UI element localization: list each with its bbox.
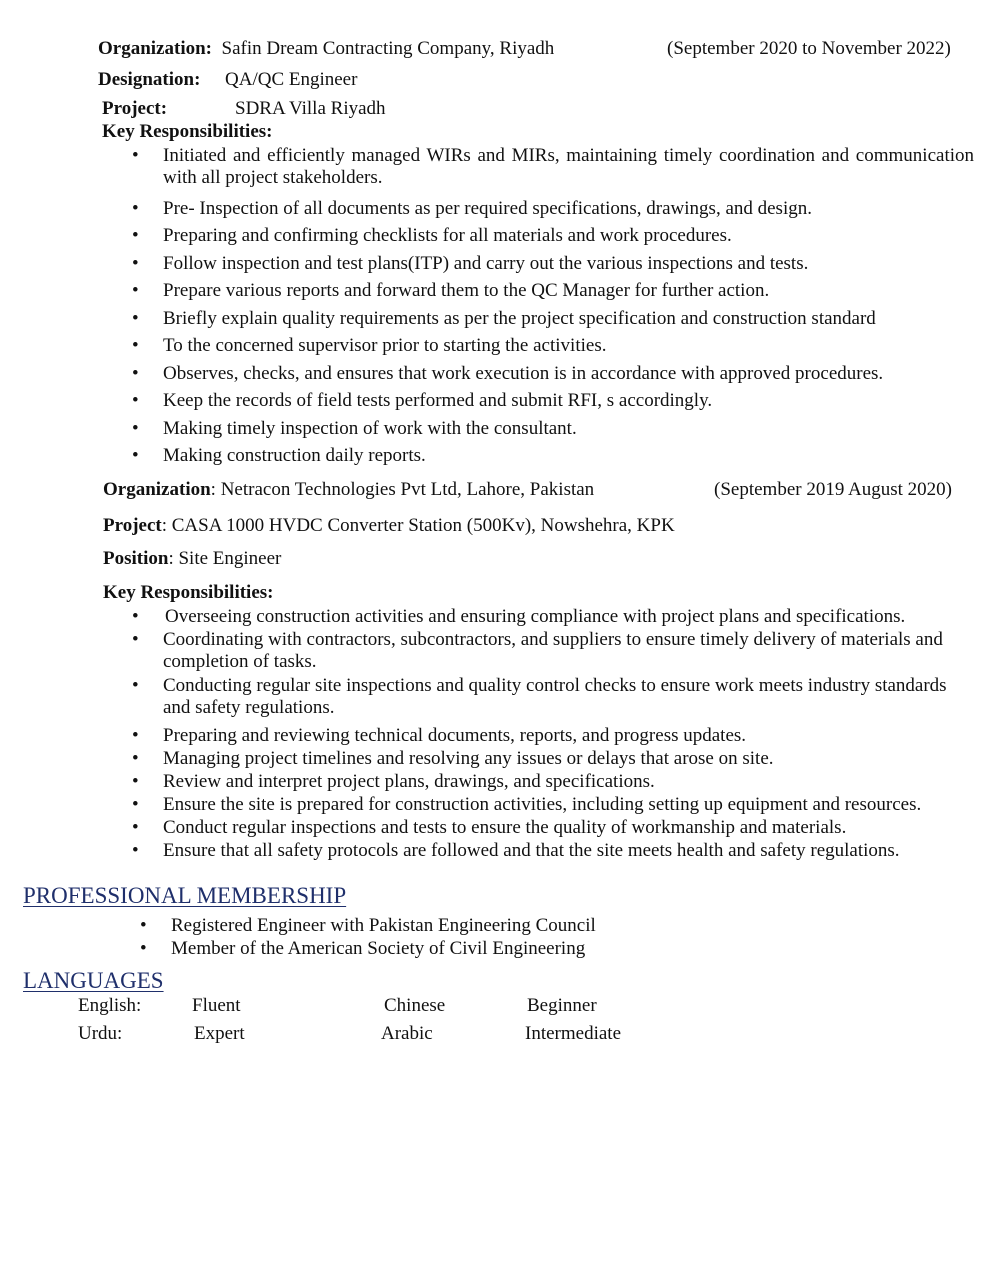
bullet-icon: •	[132, 145, 139, 166]
section-heading-languages: LANGUAGES	[23, 968, 164, 993]
job1-organization	[98, 38, 554, 60]
language-name: English:	[78, 995, 142, 1016]
job1-designation-label: Designation:	[98, 69, 201, 90]
job2-key-responsibilities-label: Key Responsibilities:	[103, 582, 274, 603]
bullet-icon: •	[132, 840, 139, 861]
job2-position-value: : Site Engineer	[168, 548, 282, 569]
job2-dates: (September 2019 August 2020)	[714, 479, 953, 500]
bullet-icon: •	[132, 748, 139, 769]
job2-project	[103, 515, 675, 537]
bullet-icon: •	[132, 225, 139, 246]
job1-designation	[98, 69, 200, 91]
job1-project-label: Project:	[102, 98, 168, 119]
job1-org-value: Safin Dream Contracting Company, Riyadh	[221, 38, 555, 59]
job2-project-value: : CASA 1000 HVDC Converter Station (500Kv), Nowshehra, KPK	[161, 515, 675, 536]
job1-designation-value: QA/QC Engineer	[225, 69, 358, 90]
bullet-icon: •	[132, 725, 139, 746]
language-name: Arabic	[381, 1023, 433, 1044]
bullet-icon: •	[132, 363, 139, 384]
language-level: Intermediate	[525, 1023, 622, 1044]
bullet-icon: •	[140, 915, 147, 936]
bullet-icon: •	[132, 629, 139, 650]
bullet-icon: •	[132, 771, 139, 792]
bullet-icon: •	[132, 280, 139, 301]
bullet-icon: •	[132, 606, 139, 627]
bullet-icon: •	[132, 308, 139, 329]
job2-organization	[103, 479, 594, 501]
job2-project-label: Project	[103, 515, 162, 536]
section-heading-membership: PROFESSIONAL MEMBERSHIP	[23, 883, 347, 908]
language-level: Fluent	[192, 995, 241, 1016]
bullet-icon: •	[132, 445, 139, 466]
bullet-icon: •	[132, 198, 139, 219]
job1-dates: (September 2020 to November 2022)	[667, 38, 951, 59]
bullet-icon: •	[132, 817, 139, 838]
bullet-icon: •	[132, 418, 139, 439]
bullet-icon: •	[132, 675, 139, 696]
job1-key-responsibilities-label: Key Responsibilities:	[102, 121, 273, 142]
bullet-icon: •	[132, 390, 139, 411]
language-name: Urdu:	[78, 1023, 123, 1044]
language-level: Expert	[194, 1023, 245, 1044]
job1-project-value: SDRA Villa Riyadh	[235, 98, 386, 119]
bullet-icon: •	[132, 794, 139, 815]
job2-position	[103, 548, 281, 570]
language-level: Beginner	[527, 995, 597, 1016]
bullet-icon: •	[132, 253, 139, 274]
job2-position-label: Position	[103, 548, 169, 569]
language-name: Chinese	[384, 995, 446, 1016]
bullet-icon: •	[140, 938, 147, 959]
job1-org-label: Organization:	[98, 38, 212, 59]
bullet-icon: •	[132, 335, 139, 356]
job2-org-value: : Netracon Technologies Pvt Ltd, Lahore, Pakistan	[210, 479, 595, 500]
job2-org-label: Organization	[103, 479, 211, 500]
